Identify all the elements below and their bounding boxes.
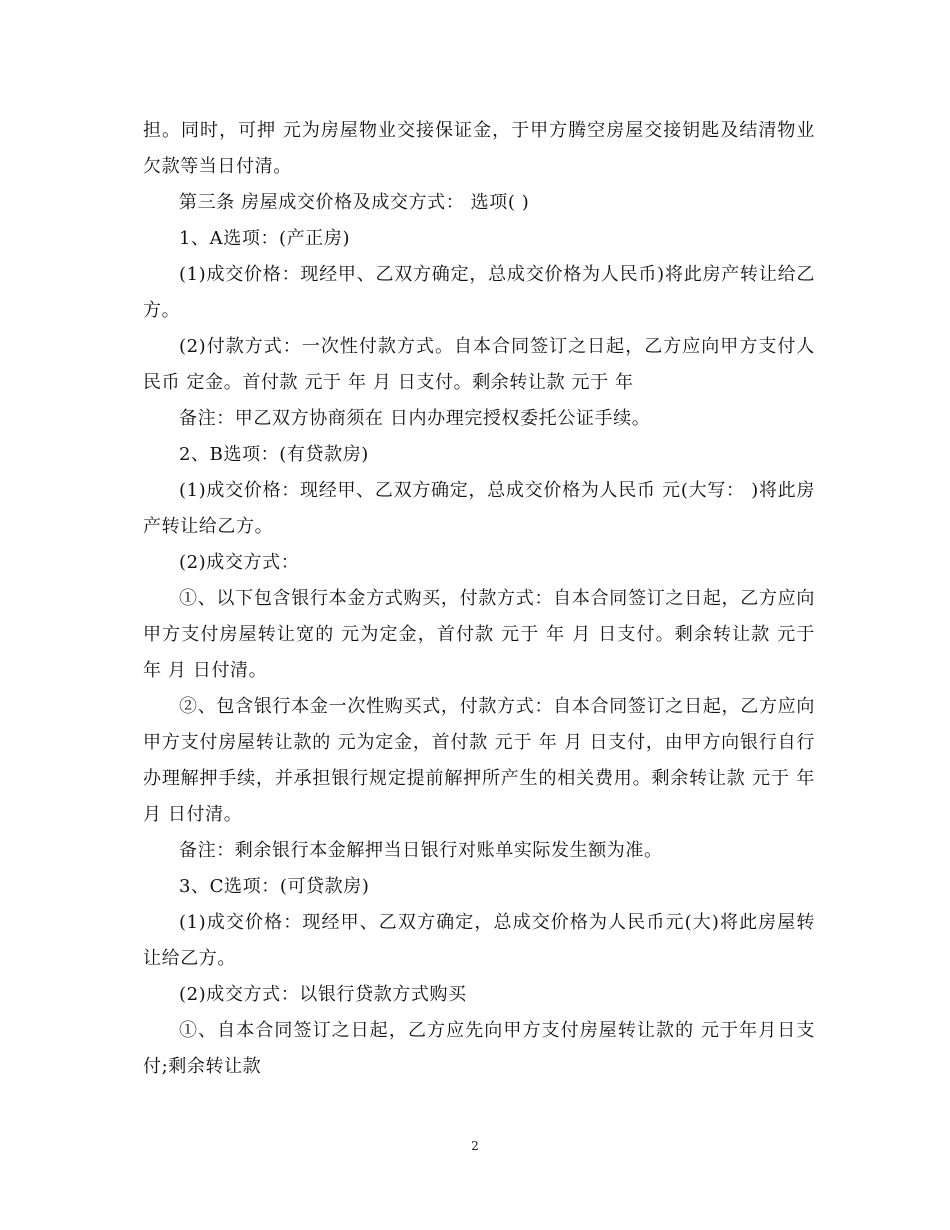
paragraph-option-a-note: 备注：甲乙双方协商须在 日内办理完授权委托公证手续。 — [179, 408, 651, 429]
paragraph-article-3-heading: 第三条 房屋成交价格及成交方式： 选项( ) — [179, 192, 530, 213]
paragraph-option-c-heading: 3、C选项：(可贷款房) — [179, 876, 370, 897]
paragraph-option-a-price: (1)成交价格：现经甲、乙双方确定，总成交价格为人民币)将此房产转让给乙方。 — [143, 264, 815, 321]
document-body — [143, 113, 815, 1085]
page-number: 2 — [471, 1139, 479, 1153]
paragraph-option-c-price: (1)成交价格：现经甲、乙双方确定，总成交价格为人民币元(大)将此房屋转让给乙方。 — [143, 912, 815, 969]
paragraph-option-a-heading: 1、A选项：(产正房) — [179, 228, 351, 249]
paragraph-option-c-method-heading: (2)成交方式：以银行贷款方式购买 — [179, 984, 467, 1005]
paragraph-option-b-method-heading: (2)成交方式： — [179, 552, 300, 573]
paragraph-option-b-note: 备注：剩余银行本金解押当日银行对账单实际发生额为准。 — [179, 840, 663, 861]
paragraph-deposit-continuation: 担。同时，可押 元为房屋物业交接保证金，于甲方腾空房屋交接钥匙及结清物业欠款等当日付清。 — [143, 120, 815, 177]
paragraph-option-b-price: (1)成交价格：现经甲、乙双方确定，总成交价格为人民币 元(大写： )将此房产转让给乙方。 — [143, 480, 815, 537]
paragraph-option-a-payment: (2)付款方式：一次性付款方式。自本合同签订之日起，乙方应向甲方支付人民币 定金。首付款 元于 年 月 日支付。剩余转让款 元于 年 — [143, 336, 815, 393]
paragraph-option-c-method-1: ①、自本合同签订之日起，乙方应先向甲方支付房屋转让款的 元于年月日支付;剩余转让款 — [143, 1020, 815, 1077]
paragraph-option-b-method-1: ①、以下包含银行本金方式购买，付款方式：自本合同签订之日起，乙方应向甲方支付房屋转让宽的 元为定金，首付款 元于 年 月 日支付。剩余转让款 元于 年 月 日付清。 — [143, 588, 815, 681]
paragraph-option-b-heading: 2、B选项：(有贷款房) — [179, 444, 369, 465]
paragraph-option-b-method-2: ②、包含银行本金一次性购买式，付款方式：自本合同签订之日起，乙方应向甲方支付房屋转让款的 元为定金，首付款 元于 年 月 日支付，由甲方向银行自行办理解押手续，并承担银行规定提前解押所产生的相关费用。剩余转让款 元于 年 月 日付清。 — [143, 696, 815, 825]
